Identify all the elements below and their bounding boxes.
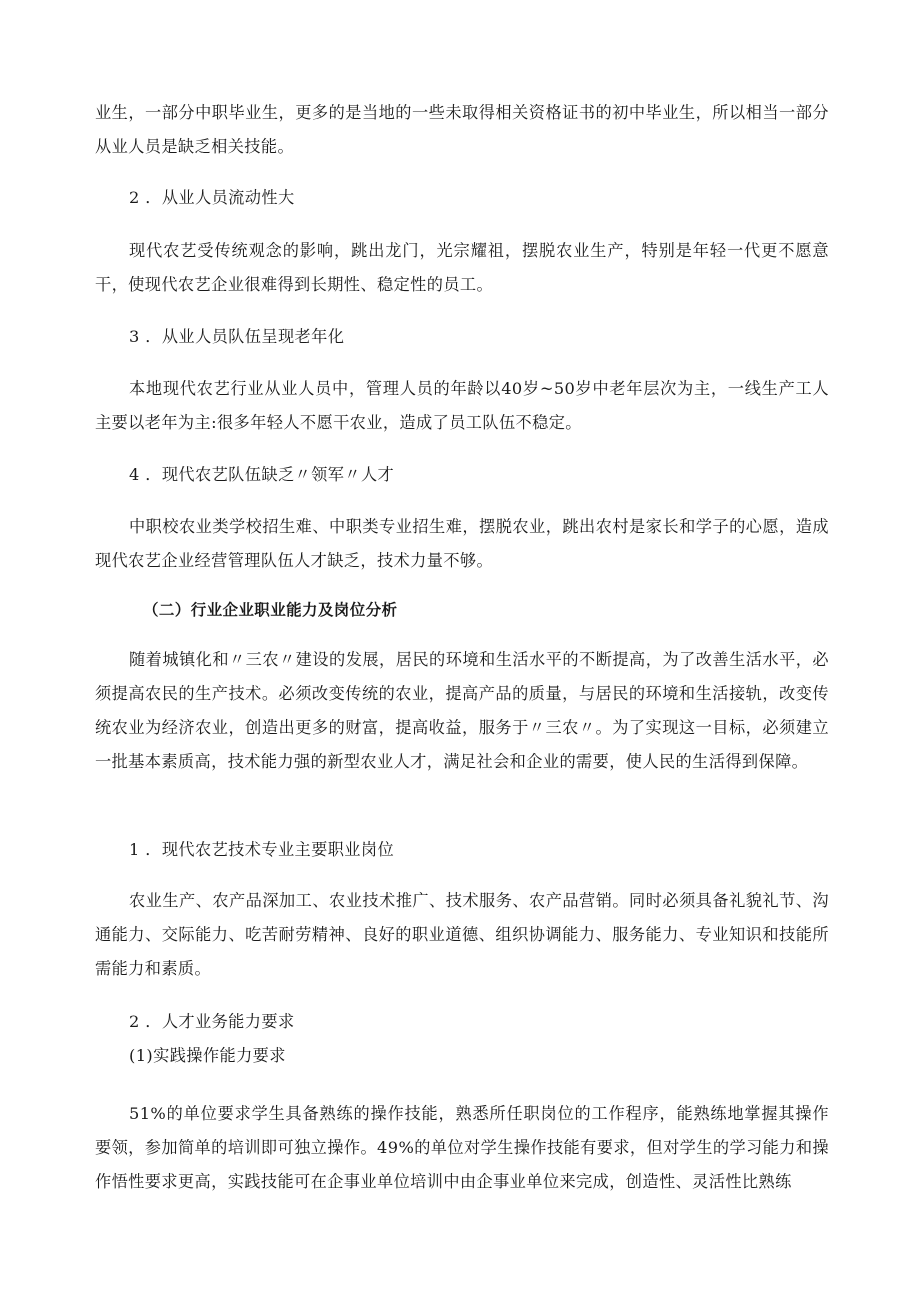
numbered-heading: 1 ．现代农艺技术专业主要职业岗位: [129, 840, 395, 859]
paragraph: 农业生产、农产品深加工、农业技术推广、技术服务、农产品营销。同时必须具备礼貌礼节、沟通能力、交际能力、吃苦耐劳精神、良好的职业道德、组织协调能力、服务能力、专业知识和技能所需能力和素质。: [95, 891, 829, 978]
paragraph: 业生，一部分中职毕业生，更多的是当地的一些未取得相关资格证书的初中毕业生，所以相当一部分从业人员是缺乏相关技能。: [95, 103, 829, 156]
paragraph: 51%的单位要求学生具备熟练的操作技能，熟悉所任职岗位的工作程序，能熟练地掌握其操作要领，参加简单的培训即可独立操作。49%的单位对学生操作技能有要求，但对学生的学习能力和操作悟性要求更高，实践技能可在企事业单位培训中由企事业单位来完成，创造性、灵活性比熟练: [95, 1104, 829, 1191]
numbered-heading: 3 ．从业人员队伍呈现老年化: [129, 327, 345, 346]
section-heading: （二）行业企业职业能力及岗位分析: [143, 601, 398, 619]
numbered-heading: 2 ．从业人员流动性大: [129, 188, 295, 207]
paragraph: 随着城镇化和〃三农〃建设的发展，居民的环境和生活水平的不断提高，为了改善生活水平，必须提高农民的生产技术。必须改变传统的农业，提高产品的质量，与居民的环境和生活接轨，改变传统农业为经济农业，创造出更多的财富，提高收益，服务于〃三农〃。为了实现这一目标，必须建立一批基本素质高，技术能力强的新型农业人才，满足社会和企业的需要，使人民的生活得到保障。: [95, 650, 829, 771]
paragraph: 本地现代农艺行业从业人员中，管理人员的年龄以40岁~50岁中老年层次为主，一线生产工人主要以老年为主:很多年轻人不愿干农业，造成了员工队伍不稳定。: [95, 379, 829, 432]
sub-heading: (1)实践操作能力要求: [129, 1046, 286, 1065]
numbered-heading: 2 ．人才业务能力要求: [129, 1012, 295, 1031]
paragraph: 中职校农业类学校招生难、中职类专业招生难，摆脱农业，跳出农村是家长和学子的心愿，造成现代农艺企业经营管理队伍人才缺乏，技术力量不够。: [95, 517, 829, 570]
paragraph: 现代农艺受传统观念的影响，跳出龙门，光宗耀祖，摆脱农业生产，特别是年轻一代更不愿意干，使现代农艺企业很难得到长期性、稳定性的员工。: [95, 241, 829, 294]
numbered-heading: 4 ．现代农艺队伍缺乏〃领军〃人才: [129, 465, 395, 484]
